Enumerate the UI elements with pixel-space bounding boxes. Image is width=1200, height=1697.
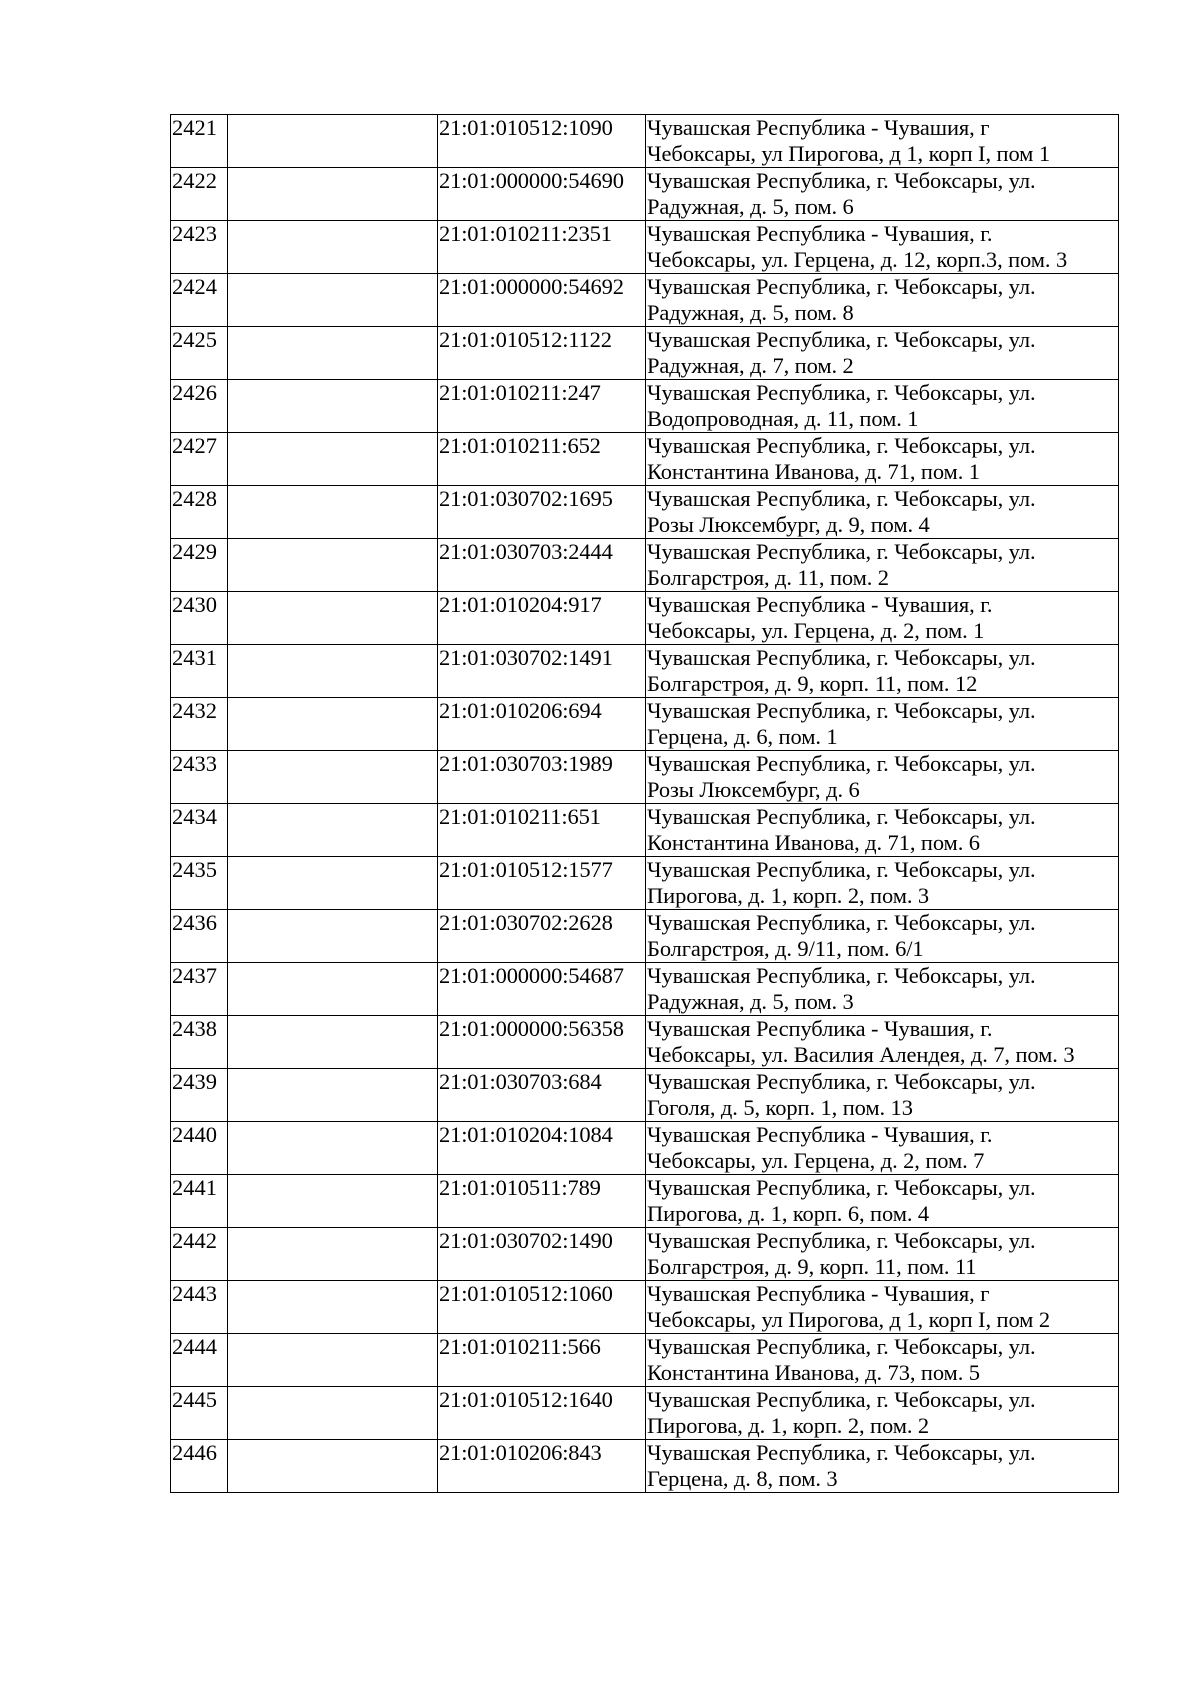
- row-number-cell: 2439: [171, 1069, 228, 1122]
- address-line-2: Чебоксары, ул. Василия Алендея, д. 7, пом. 3: [647, 1042, 1075, 1067]
- cadastral-number-cell: 21:01:010204:917: [438, 592, 646, 645]
- address-line-2: Чебоксары, ул. Герцена, д. 2, пом. 1: [647, 618, 985, 643]
- cadastral-number-cell: 21:01:010206:843: [438, 1440, 646, 1493]
- table-row: [171, 221, 1119, 274]
- address-cell: [646, 857, 1119, 910]
- address-line-1: Чувашская Республика, г. Чебоксары, ул.: [647, 433, 1036, 458]
- table-row: [171, 963, 1119, 1016]
- address-cell: [646, 1334, 1119, 1387]
- address-line-2: Чебоксары, ул Пирогова, д 1, корп I, пом 1: [647, 141, 1050, 166]
- empty-cell: [228, 698, 438, 751]
- empty-cell: [228, 645, 438, 698]
- empty-cell: [228, 1228, 438, 1281]
- address-line-1: Чувашская Республика - Чувашия, г.: [647, 221, 993, 246]
- table-row: [171, 857, 1119, 910]
- cadastral-number-cell: 21:01:010211:566: [438, 1334, 646, 1387]
- address-cell: [646, 1175, 1119, 1228]
- cadastral-number-cell: 21:01:010206:694: [438, 698, 646, 751]
- table-row: [171, 1175, 1119, 1228]
- empty-cell: [228, 804, 438, 857]
- address-line-2: Чебоксары, ул. Герцена, д. 12, корп.3, пом. 3: [647, 247, 1068, 272]
- address-line-2: Константина Иванова, д. 71, пом. 6: [647, 830, 980, 855]
- address-line-2: Радужная, д. 5, пом. 6: [647, 194, 854, 219]
- row-number-cell: 2430: [171, 592, 228, 645]
- address-line-1: Чувашская Республика, г. Чебоксары, ул.: [647, 274, 1036, 299]
- address-cell: [646, 804, 1119, 857]
- address-line-1: Чувашская Республика - Чувашия, г.: [647, 592, 993, 617]
- address-line-2: Пирогова, д. 1, корп. 2, пом. 2: [647, 1413, 930, 1438]
- address-cell: [646, 751, 1119, 804]
- table-row: [171, 433, 1119, 486]
- cadastral-number-cell: 21:01:010204:1084: [438, 1122, 646, 1175]
- address-line-2: Пирогова, д. 1, корп. 6, пом. 4: [647, 1201, 930, 1226]
- empty-cell: [228, 857, 438, 910]
- address-cell: [646, 1440, 1119, 1493]
- address-line-1: Чувашская Республика, г. Чебоксары, ул.: [647, 751, 1036, 776]
- row-number-cell: 2441: [171, 1175, 228, 1228]
- table-body: [171, 115, 1119, 1493]
- empty-cell: [228, 1069, 438, 1122]
- row-number-cell: 2434: [171, 804, 228, 857]
- cadastral-number-cell: 21:01:000000:54690: [438, 168, 646, 221]
- cadastral-number-cell: 21:01:010512:1640: [438, 1387, 646, 1440]
- cadastral-number-cell: 21:01:010511:789: [438, 1175, 646, 1228]
- row-number-cell: 2446: [171, 1440, 228, 1493]
- address-line-2: Болгарстроя, д. 9/11, пом. 6/1: [647, 936, 924, 961]
- table-row: [171, 1016, 1119, 1069]
- empty-cell: [228, 1440, 438, 1493]
- table-row: [171, 592, 1119, 645]
- address-cell: [646, 486, 1119, 539]
- address-line-1: Чувашская Республика, г. Чебоксары, ул.: [647, 327, 1036, 352]
- empty-cell: [228, 1175, 438, 1228]
- address-cell: [646, 1228, 1119, 1281]
- address-cell: [646, 433, 1119, 486]
- empty-cell: [228, 433, 438, 486]
- empty-cell: [228, 115, 438, 168]
- address-cell: [646, 327, 1119, 380]
- address-line-1: Чувашская Республика, г. Чебоксары, ул.: [647, 963, 1036, 988]
- row-number-cell: 2429: [171, 539, 228, 592]
- row-number-cell: 2440: [171, 1122, 228, 1175]
- table-row: [171, 645, 1119, 698]
- row-number-cell: 2428: [171, 486, 228, 539]
- address-line-1: Чувашская Республика, г. Чебоксары, ул.: [647, 1387, 1036, 1412]
- empty-cell: [228, 1122, 438, 1175]
- empty-cell: [228, 486, 438, 539]
- address-line-1: Чувашская Республика, г. Чебоксары, ул.: [647, 910, 1036, 935]
- row-number-cell: 2445: [171, 1387, 228, 1440]
- address-line-2: Радужная, д. 7, пом. 2: [647, 353, 854, 378]
- cadastral-number-cell: 21:01:010512:1090: [438, 115, 646, 168]
- address-line-2: Водопроводная, д. 11, пом. 1: [647, 406, 919, 431]
- table-row: [171, 380, 1119, 433]
- table-row: [171, 1122, 1119, 1175]
- address-line-2: Герцена, д. 6, пом. 1: [647, 724, 838, 749]
- table-row: [171, 486, 1119, 539]
- address-line-1: Чувашская Республика - Чувашия, г: [647, 1281, 990, 1306]
- row-number-cell: 2435: [171, 857, 228, 910]
- empty-cell: [228, 274, 438, 327]
- table-row: [171, 115, 1119, 168]
- table-row: [171, 1069, 1119, 1122]
- address-line-2: Герцена, д. 8, пом. 3: [647, 1466, 838, 1491]
- table-row: [171, 1228, 1119, 1281]
- address-line-1: Чувашская Республика, г. Чебоксары, ул.: [647, 1334, 1036, 1359]
- address-line-2: Розы Люксембург, д. 6: [647, 777, 860, 802]
- row-number-cell: 2438: [171, 1016, 228, 1069]
- address-line-1: Чувашская Республика, г. Чебоксары, ул.: [647, 645, 1036, 670]
- address-line-1: Чувашская Республика, г. Чебоксары, ул.: [647, 857, 1036, 882]
- address-cell: [646, 221, 1119, 274]
- cadastral-number-cell: 21:01:010211:2351: [438, 221, 646, 274]
- empty-cell: [228, 168, 438, 221]
- cadastral-number-cell: 21:01:010211:651: [438, 804, 646, 857]
- cadastral-number-cell: 21:01:030702:1695: [438, 486, 646, 539]
- cadastral-number-cell: 21:01:000000:54687: [438, 963, 646, 1016]
- cadastral-number-cell: 21:01:010512:1060: [438, 1281, 646, 1334]
- address-line-1: Чувашская Республика, г. Чебоксары, ул.: [647, 1228, 1036, 1253]
- address-line-1: Чувашская Республика, г. Чебоксары, ул.: [647, 1175, 1036, 1200]
- empty-cell: [228, 592, 438, 645]
- row-number-cell: 2444: [171, 1334, 228, 1387]
- address-line-2: Болгарстроя, д. 11, пом. 2: [647, 565, 889, 590]
- cadastral-number-cell: 21:01:030702:2628: [438, 910, 646, 963]
- address-cell: [646, 274, 1119, 327]
- empty-cell: [228, 327, 438, 380]
- empty-cell: [228, 1334, 438, 1387]
- address-line-2: Гоголя, д. 5, корп. 1, пом. 13: [647, 1095, 913, 1120]
- row-number-cell: 2421: [171, 115, 228, 168]
- row-number-cell: 2443: [171, 1281, 228, 1334]
- row-number-cell: 2431: [171, 645, 228, 698]
- address-cell: [646, 698, 1119, 751]
- row-number-cell: 2424: [171, 274, 228, 327]
- table-row: [171, 751, 1119, 804]
- table-row: [171, 1334, 1119, 1387]
- address-cell: [646, 1069, 1119, 1122]
- row-number-cell: 2437: [171, 963, 228, 1016]
- address-line-1: Чувашская Республика, г. Чебоксары, ул.: [647, 1069, 1036, 1094]
- address-line-2: Радужная, д. 5, пом. 3: [647, 989, 854, 1014]
- address-line-2: Константина Иванова, д. 71, пом. 1: [647, 459, 980, 484]
- cadastral-number-cell: 21:01:010211:652: [438, 433, 646, 486]
- table-row: [171, 168, 1119, 221]
- cadastral-number-cell: 21:01:010211:247: [438, 380, 646, 433]
- address-line-1: Чувашская Республика, г. Чебоксары, ул.: [647, 486, 1036, 511]
- address-line-1: Чувашская Республика, г. Чебоксары, ул.: [647, 698, 1036, 723]
- table-row: [171, 698, 1119, 751]
- address-cell: [646, 168, 1119, 221]
- address-line-1: Чувашская Республика, г. Чебоксары, ул.: [647, 539, 1036, 564]
- cadastral-number-cell: 21:01:030702:1491: [438, 645, 646, 698]
- table-row: [171, 539, 1119, 592]
- cadastral-number-cell: 21:01:030703:684: [438, 1069, 646, 1122]
- property-registry-table: [170, 114, 1119, 1493]
- address-line-2: Чебоксары, ул. Герцена, д. 2, пом. 7: [647, 1148, 985, 1173]
- address-line-1: Чувашская Республика, г. Чебоксары, ул.: [647, 1440, 1036, 1465]
- row-number-cell: 2425: [171, 327, 228, 380]
- table-row: [171, 327, 1119, 380]
- address-cell: [646, 963, 1119, 1016]
- table-row: [171, 1281, 1119, 1334]
- address-cell: [646, 645, 1119, 698]
- cadastral-number-cell: 21:01:010512:1122: [438, 327, 646, 380]
- address-cell: [646, 592, 1119, 645]
- table-row: [171, 804, 1119, 857]
- address-cell: [646, 380, 1119, 433]
- row-number-cell: 2432: [171, 698, 228, 751]
- address-line-2: Болгарстроя, д. 9, корп. 11, пом. 11: [647, 1254, 977, 1279]
- table-row: [171, 1387, 1119, 1440]
- row-number-cell: 2433: [171, 751, 228, 804]
- address-cell: [646, 1281, 1119, 1334]
- address-line-1: Чувашская Республика - Чувашия, г.: [647, 1016, 993, 1041]
- empty-cell: [228, 539, 438, 592]
- empty-cell: [228, 1387, 438, 1440]
- address-cell: [646, 539, 1119, 592]
- address-cell: [646, 1387, 1119, 1440]
- address-cell: [646, 1122, 1119, 1175]
- cadastral-number-cell: 21:01:000000:54692: [438, 274, 646, 327]
- address-line-2: Пирогова, д. 1, корп. 2, пом. 3: [647, 883, 930, 908]
- row-number-cell: 2426: [171, 380, 228, 433]
- address-cell: [646, 115, 1119, 168]
- empty-cell: [228, 221, 438, 274]
- empty-cell: [228, 380, 438, 433]
- cadastral-number-cell: 21:01:030703:2444: [438, 539, 646, 592]
- table-row: [171, 1440, 1119, 1493]
- address-line-1: Чувашская Республика - Чувашия, г.: [647, 1122, 993, 1147]
- empty-cell: [228, 963, 438, 1016]
- address-line-1: Чувашская Республика, г. Чебоксары, ул.: [647, 804, 1036, 829]
- cadastral-number-cell: 21:01:000000:56358: [438, 1016, 646, 1069]
- cadastral-number-cell: 21:01:030703:1989: [438, 751, 646, 804]
- row-number-cell: 2442: [171, 1228, 228, 1281]
- row-number-cell: 2427: [171, 433, 228, 486]
- address-cell: [646, 1016, 1119, 1069]
- address-line-1: Чувашская Республика, г. Чебоксары, ул.: [647, 168, 1036, 193]
- address-line-1: Чувашская Республика - Чувашия, г: [647, 115, 990, 140]
- table-row: [171, 910, 1119, 963]
- row-number-cell: 2436: [171, 910, 228, 963]
- row-number-cell: 2422: [171, 168, 228, 221]
- address-cell: [646, 910, 1119, 963]
- empty-cell: [228, 910, 438, 963]
- address-line-1: Чувашская Республика, г. Чебоксары, ул.: [647, 380, 1036, 405]
- address-line-2: Константина Иванова, д. 73, пом. 5: [647, 1360, 980, 1385]
- address-line-2: Чебоксары, ул Пирогова, д 1, корп I, пом 2: [647, 1307, 1050, 1332]
- empty-cell: [228, 1016, 438, 1069]
- address-line-2: Радужная, д. 5, пом. 8: [647, 300, 854, 325]
- empty-cell: [228, 751, 438, 804]
- address-line-2: Болгарстроя, д. 9, корп. 11, пом. 12: [647, 671, 978, 696]
- empty-cell: [228, 1281, 438, 1334]
- row-number-cell: 2423: [171, 221, 228, 274]
- cadastral-number-cell: 21:01:010512:1577: [438, 857, 646, 910]
- table-row: [171, 274, 1119, 327]
- cadastral-number-cell: 21:01:030702:1490: [438, 1228, 646, 1281]
- address-line-2: Розы Люксембург, д. 9, пом. 4: [647, 512, 930, 537]
